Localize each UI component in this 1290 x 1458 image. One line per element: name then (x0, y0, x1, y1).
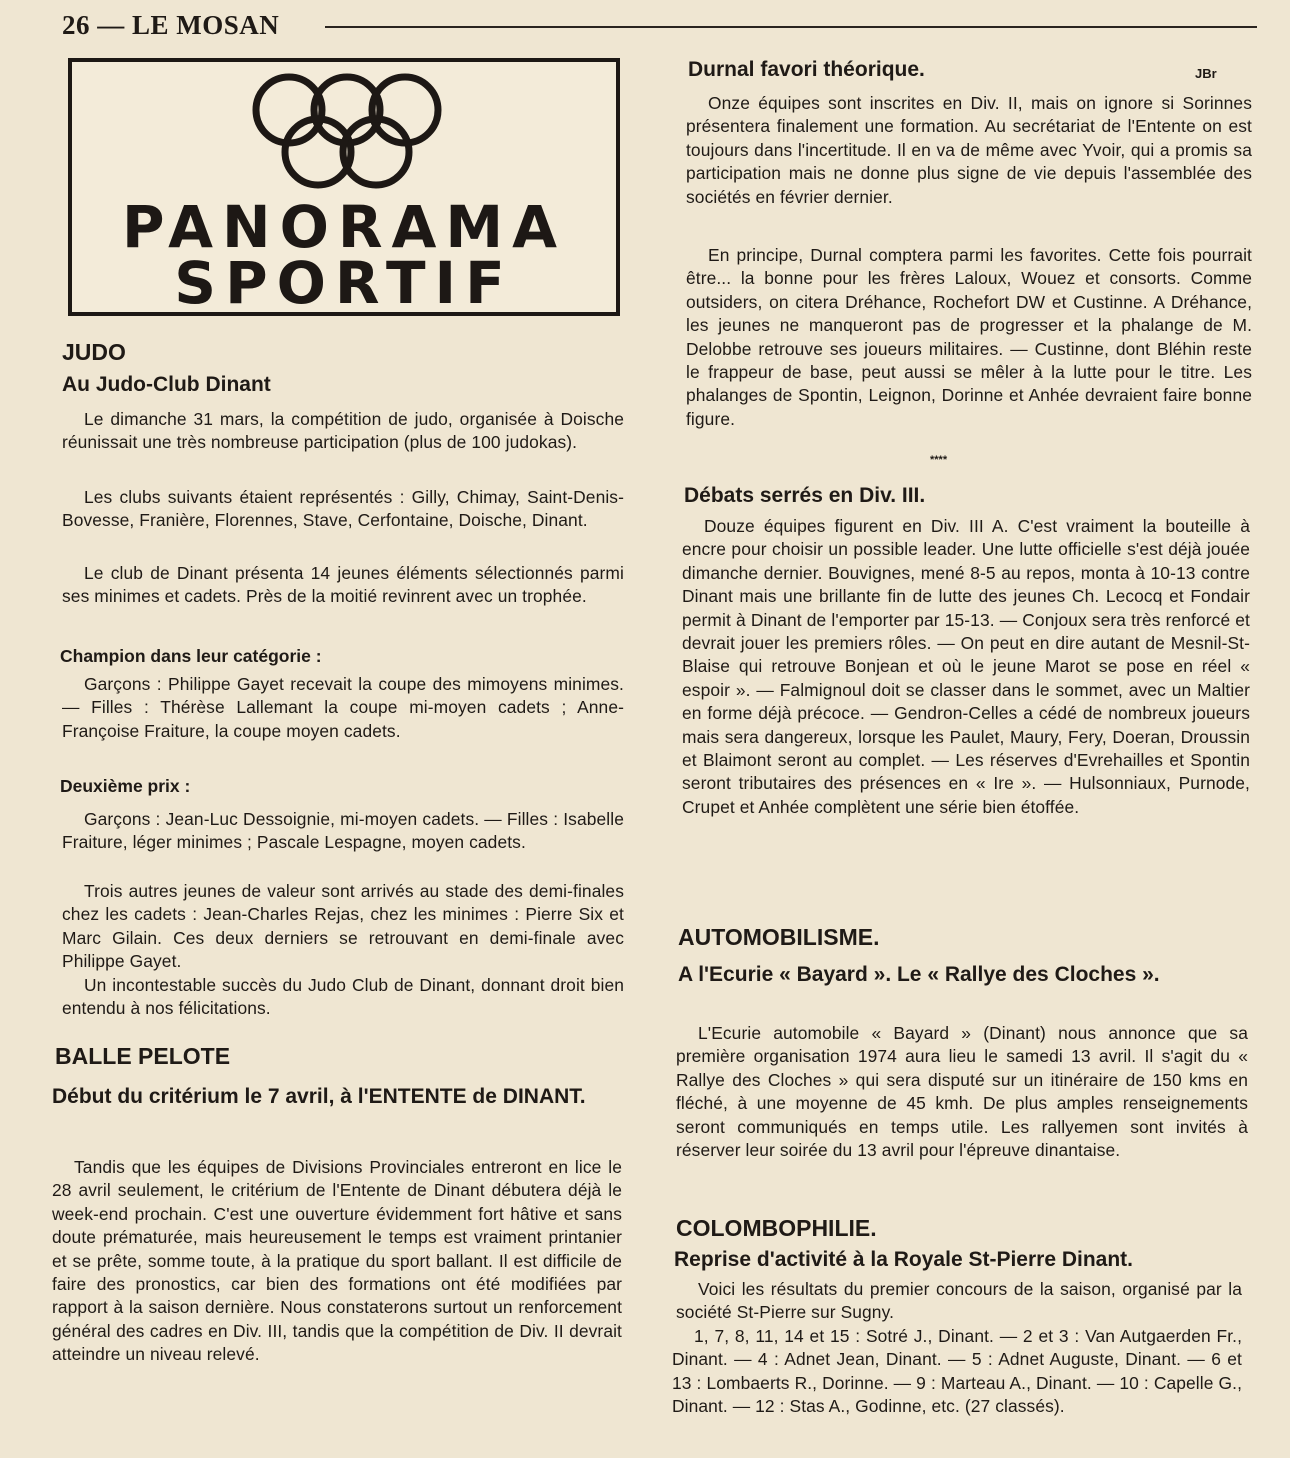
automobilisme-heading: AUTOMOBILISME. (678, 924, 880, 950)
judo-paragraph-3: Le club de Dinant présenta 14 jeunes éléments sélectionnés parmi ses minimes et cadets. Près de la moitié revinrent avec un trophée. (62, 563, 624, 607)
banner-line-1: PANORAMA (121, 193, 567, 261)
durnal-heading: Durnal favori théorique. (688, 58, 925, 81)
judo-heading: JUDO (62, 339, 126, 365)
champion-label: Champion dans leur catégorie : (60, 646, 322, 666)
judo-paragraph-1: Le dimanche 31 mars, la compétition de judo, organisée à Doische réunissait une très nombreuse participation (plus de 100 judokas). (62, 409, 624, 453)
colombophilie-heading: COLOMBOPHILIE. (676, 1215, 877, 1241)
durnal-paragraph-2: En principe, Durnal comptera parmi les favorites. Cette fois pourrait être... la bonne pour les frères Laloux, Wouez et consorts. Comme outsiders, on citera Dréhance, Rochefort DW et Custinne. A Dréhance, les jeunes ne manqueront pas de progresser et la phalange de M. Delobbe retrouve ses joueurs militaires. — Custinne, dont Bléhin reste le frappeur de base, peut aussi se mêler à la lutte pour le titre. Les phalanges de Spontin, Leignon, Dorinne et Anhée devraient faire bonne figure. (686, 245, 1252, 429)
automobilisme-paragraph: L'Ecurie automobile « Bayard » (Dinant) nous annonce que sa première organisation 1974 aura lieu le samedi 13 avril. Il s'agit du « Rallye des Cloches » qui sera disputé sur un itinéraire de 150 kms en fléché, à une moyenne de 45 kmh. De plus amples renseignements seront communiqués en temps utile. Les rallyemen sont invités à réserver leur soirée du 13 avril pour l'épreuve dinantaise. (676, 1023, 1248, 1161)
balle-pelote-heading: BALLE PELOTE (55, 1043, 231, 1069)
automobilisme-subheading: A l'Ecurie « Bayard ». Le « Rallye des Cloches ». (678, 963, 1160, 986)
judo-paragraph-2: Les clubs suivants étaient représentés : Gilly, Chimay, Saint-Denis-Bovesse, Franière, Florennes, Stave, Cerfontaine, Doische, Dinant. (62, 487, 624, 531)
balle-pelote-subheading: Début du critérium le 7 avril, à l'ENTENTE de DINANT. (52, 1085, 586, 1108)
judo-paragraph-4: Garçons : Philippe Gayet recevait la coupe des mimoyens minimes. — Filles : Thérèse Lallemant la coupe mi-moyen cadets ; Anne-Françoise Fraiture, la coupe moyen cadets. (62, 674, 624, 741)
colombophilie-paragraph-1: Voici les résultats du premier concours de la saison, organisé par la société St-Pierre sur Sugny. (676, 1279, 1242, 1323)
judo-paragraph-6: Trois autres jeunes de valeur sont arrivés au stade des demi-finales chez les cadets : Jean-Charles Rejas, chez les minimes : Pierre Six et Marc Gilain. Ces deux derniers se retrouvant en demi-finale avec Philippe Gayet. (62, 881, 624, 972)
section-separator-stars: **** (930, 454, 948, 466)
author-mark: JBr (1195, 66, 1217, 81)
debats-heading: Débats serrés en Div. III. (684, 484, 926, 507)
durnal-paragraph-1: Onze équipes sont inscrites en Div. II, mais on ignore si Sorinnes présentera finalement une formation. Au secrétariat de l'Entente on est toujours dans l'incertitude. Il en va de même avec Yvoir, qui a promis sa participation mais ne donne plus signe de vie depuis l'assemblée des sociétés en février dernier. (686, 93, 1252, 207)
header-rule (325, 26, 1257, 28)
page-header (62, 8, 1257, 42)
colombophilie-subheading: Reprise d'activité à la Royale St-Pierre Dinant. (674, 1248, 1133, 1271)
colombophilie-paragraph-2: 1, 7, 8, 11, 14 et 15 : Sotré J., Dinant. — 2 et 3 : Van Autgaerden Fr., Dinant. — 4 : Adnet Jean, Dinant. — 5 : Adnet Auguste, Dinant. — 6 et 13 : Lombaerts R., Dorinne. — 9 : Marteau A., Dinant. — 10 : Capelle G., Dinant. — 12 : Stas A., Godinne, etc. (27 classés). (672, 1326, 1242, 1417)
page-header-title: 26 — LE MOSAN (62, 9, 280, 40)
banner-line-2: SPORTIF (174, 249, 514, 317)
judo-subheading: Au Judo-Club Dinant (62, 373, 271, 396)
balle-pelote-paragraph: Tandis que les équipes de Divisions Provinciales entreront en lice le 28 avril seulement, le critérium de l'Entente de Dinant débutera déjà le week-end prochain. C'est une ouverture évidemment fort hâtive et sans doute prématurée, mais heureusement le temps est vraiment printanier et se prête, somme toute, à la pratique du sport ballant. Il est difficile de faire des pronostics, car bien des formations ont été modifiées par rapport à la saison dernière. Nous constaterons surtout un renforcement général des cadres en Div. III, tandis que la compétition de Div. II devrait atteindre un niveau relevé. (52, 1157, 622, 1365)
judo-paragraph-7: Un incontestable succès du Judo Club de Dinant, donnant droit bien entendu à nos félicitations. (62, 975, 624, 1019)
judo-paragraph-5: Garçons : Jean-Luc Dessoignie, mi-moyen cadets. — Filles : Isabelle Fraiture, léger minimes ; Pascale Lespagne, moyen cadets. (62, 809, 624, 853)
panorama-sportif-banner (68, 58, 620, 316)
debats-paragraph: Douze équipes figurent en Div. III A. C'est vraiment la bouteille à encre pour choisir un possible leader. Une lutte officielle s'est déjà jouée dimanche dernier. Bouvignes, mené 8-5 au repos, monta à 10-13 contre Dinant mais une brillante fin de lutte des jeunes Ch. Lecocq et Fondair permit à Dinant de l'emporter par 15-13. — Conjoux sera très renforcé et devrait jouer les premiers rôles. — On peut en dire autant de Mesnil-St-Blaise qui retrouve Bonjean et où le jeune Marot se pose en réel « espoir ». — Falmignoul doit se classer dans le sommet, avec un Maltier en forme déjà précoce. — Gendron-Celles a cédé de nombreux joueurs mais sera dangereux, lorsque les Paulet, Maury, Fery, Doeran, Droussin et Blaimont seront au complet. — Les réserves d'Evrehailles et Spontin seront tributaires des présences en « Ire ». — Hulsonniaux, Purnode, Crupet et Anhée complètent une série bien étoffée. (682, 516, 1250, 817)
second-prize-label: Deuxième prix : (60, 776, 191, 796)
